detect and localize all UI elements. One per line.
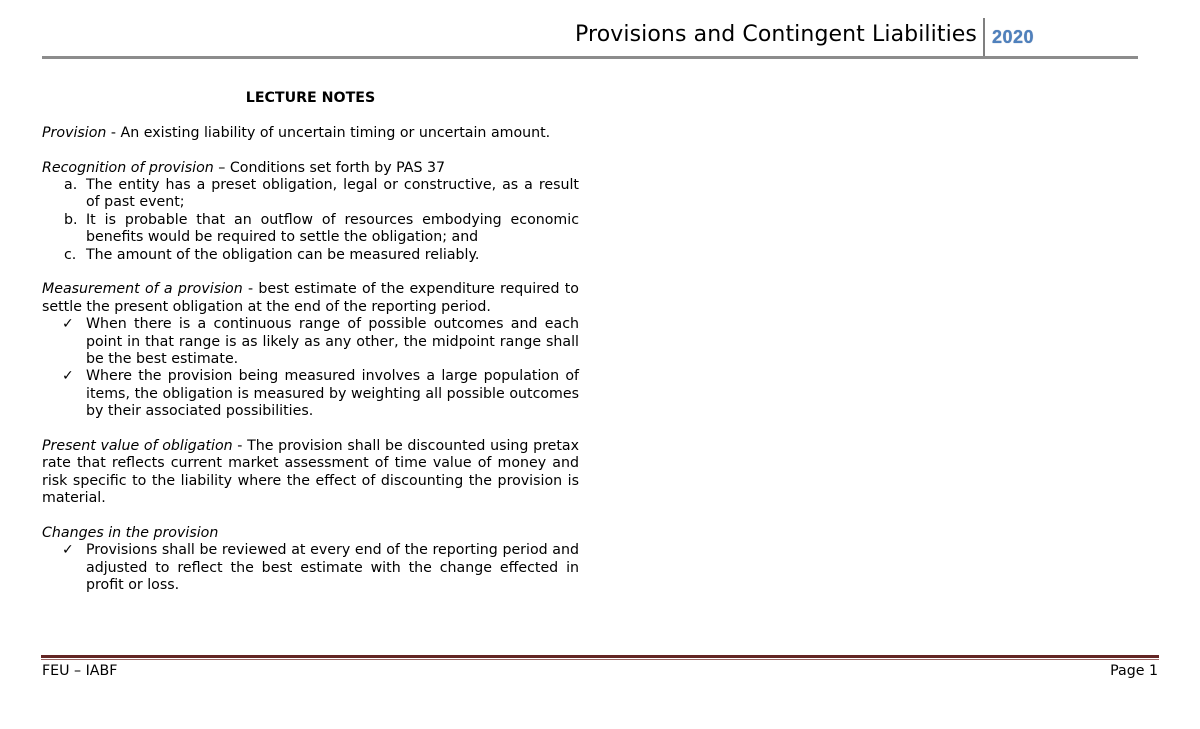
measurement-checklist xyxy=(42,316,579,420)
checkmark-icon: ✓ xyxy=(62,316,74,333)
list-marker: c. xyxy=(64,246,77,263)
measurement-text: - best estimate of the expenditure required to settle the present obligation at the end of the reporting period. xyxy=(42,281,579,315)
list-item-text: Where the provision being measured involves a large population of items, the obligation is measured by weighting all possible outcomes by their associated possibilities. xyxy=(86,368,579,420)
header-rule xyxy=(42,56,1138,59)
list-item xyxy=(42,247,579,264)
list-item-text: The entity has a preset obligation, legal or constructive, as a result of past event; xyxy=(86,177,579,211)
page-number: Page 1 xyxy=(1110,663,1158,679)
changes-term: Changes in the provision xyxy=(42,525,219,542)
provision-term: Provision xyxy=(42,124,107,141)
measurement-intro xyxy=(42,281,579,316)
changes-section xyxy=(42,525,579,595)
recognition-intro xyxy=(42,160,579,177)
recognition-term: Recognition of provision xyxy=(42,159,214,176)
page-header xyxy=(42,18,1138,60)
document-year: 2020 xyxy=(992,27,1035,47)
provision-text: - An existing liability of uncertain timing or uncertain amount. xyxy=(106,124,551,141)
document-title: Provisions and Contingent Liabilities xyxy=(575,22,977,47)
present-value-definition xyxy=(42,438,579,508)
list-item-text: It is probable that an outflow of resources embodying economic benefits would be required to settle the obligation; and xyxy=(86,211,579,246)
recognition-intro-text: – Conditions set forth by PAS 37 xyxy=(213,159,446,176)
changes-checklist xyxy=(42,542,579,594)
list-item xyxy=(42,542,579,594)
footer-institution: FEU – IABF xyxy=(42,663,118,679)
lecture-notes-heading: LECTURE NOTES xyxy=(245,90,376,106)
footer-rule-thin xyxy=(41,659,1159,660)
footer-rule xyxy=(41,655,1159,658)
checkmark-icon: ✓ xyxy=(62,368,74,385)
list-item-text: Provisions shall be reviewed at every end of the reporting period and adjusted to reflect the best estimate with the change effected in profit or loss. xyxy=(86,542,579,594)
lecture-notes-body xyxy=(42,90,579,595)
present-value-term: Present value of obligation xyxy=(42,438,233,455)
measurement-section xyxy=(42,281,579,420)
checkmark-icon: ✓ xyxy=(62,542,74,559)
list-marker: b. xyxy=(64,211,78,228)
provision-definition xyxy=(42,125,579,142)
header-divider xyxy=(983,18,985,56)
recognition-section xyxy=(42,160,579,264)
list-item xyxy=(42,368,579,420)
list-item xyxy=(42,212,579,247)
list-item-text: When there is a continuous range of possible outcomes and each point in that range is as likely as any other, the midpoint range shall be the best estimate. xyxy=(86,316,579,368)
measurement-term: Measurement of a provision xyxy=(42,281,243,298)
list-marker: a. xyxy=(64,177,78,193)
present-value-text: - The provision shall be discounted using pretax rate that reflects current market assessment of time value of money and risk specific to the liability where the effect of discounting the provision is material. xyxy=(42,438,579,507)
list-item xyxy=(42,316,579,368)
recognition-conditions-list xyxy=(42,177,579,264)
list-item xyxy=(42,177,579,212)
list-item-text: The amount of the obligation can be measured reliably. xyxy=(86,246,480,263)
